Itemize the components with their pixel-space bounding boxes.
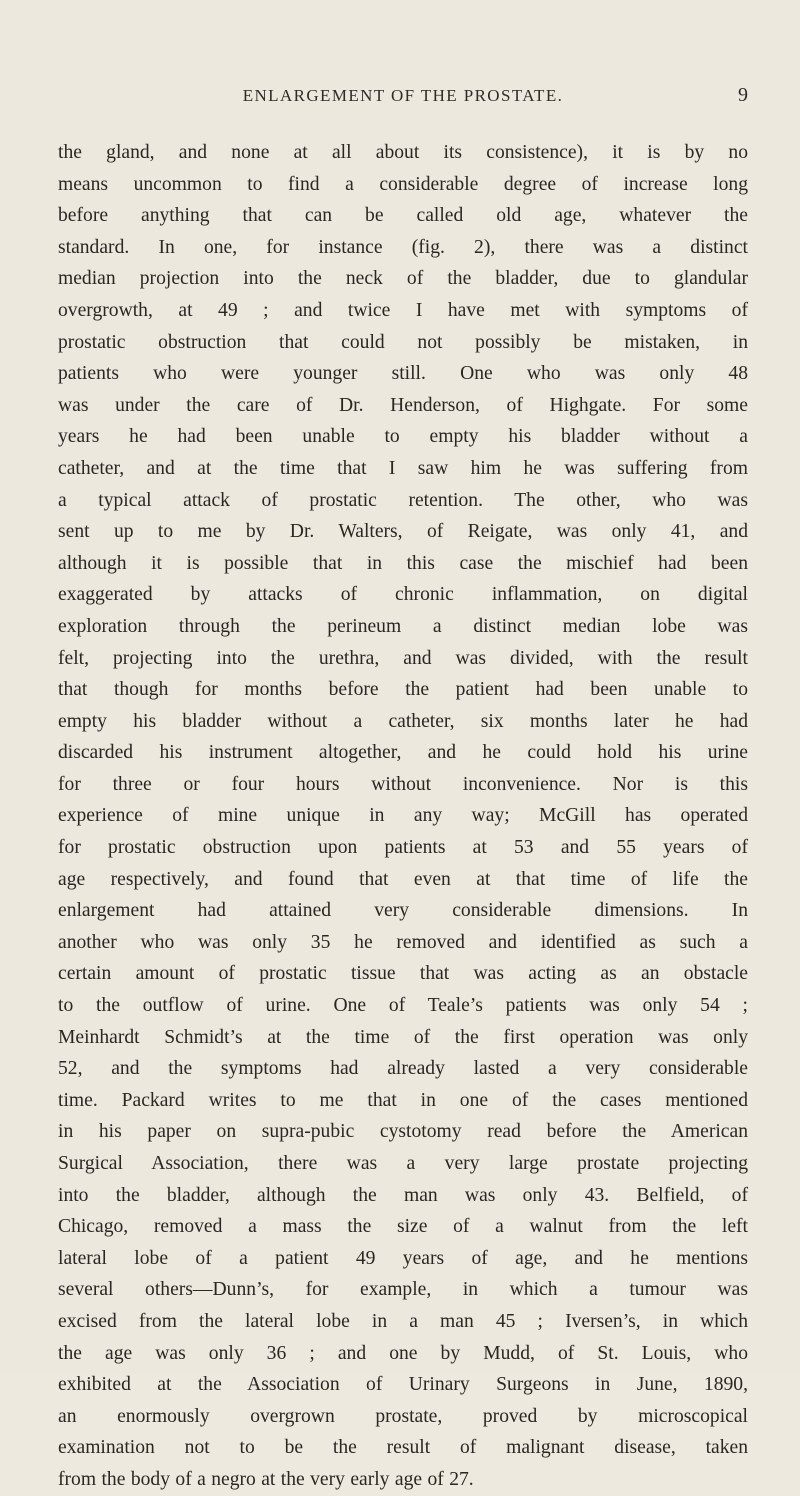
text-line: into the bladder, although the man was only 43. Belfield, of: [58, 1184, 748, 1206]
text-line: the gland, and none at all about its consistence), it is by no: [58, 142, 748, 163]
text-line: was under the care of Dr. Henderson, of Highgate. For some: [58, 394, 748, 416]
page-header: [58, 86, 748, 116]
text-line: age respectively, and found that even at that time of life the: [58, 868, 748, 890]
text-line: sent up to me by Dr. Walters, of Reigate, was only 41, and: [58, 521, 748, 543]
running-head: ENLARGEMENT OF THE PROSTATE.: [242, 86, 564, 105]
text-line: median projection into the neck of the bladder, due to glandular: [58, 268, 748, 290]
text-line: standard. In one, for instance (fig. 2), there was a distinct: [58, 236, 748, 258]
text-line: before anything that can be called old age, whatever the: [58, 205, 748, 227]
page-number: 9: [738, 84, 748, 106]
text-line: from the body of a negro at the very early age of 27.: [58, 1468, 474, 1490]
text-line: Surgical Association, there was a very large prostate projecting: [58, 1153, 748, 1174]
text-line: the age was only 36 ; and one by Mudd, of St. Louis, who: [58, 1342, 748, 1364]
text-line: an enormously overgrown prostate, proved by microscopical: [58, 1405, 748, 1427]
text-line: catheter, and at the time that I saw him he was suffering from: [58, 457, 748, 479]
text-line: prostatic obstruction that could not possibly be mistaken, in: [58, 331, 748, 353]
text-line: Chicago, removed a mass the size of a walnut from the left: [58, 1216, 748, 1238]
text-line: exaggerated by attacks of chronic inflammation, on digital: [58, 584, 748, 606]
text-line: enlargement had attained very considerable dimensions. In: [58, 900, 748, 922]
text-line: time. Packard writes to me that in one of the cases mentioned: [58, 1089, 748, 1111]
text-line: empty his bladder without a catheter, six months later he had: [58, 710, 748, 732]
text-line: felt, projecting into the urethra, and was divided, with the result: [58, 647, 748, 669]
text-line: that though for months before the patient had been unable to: [58, 679, 748, 701]
text-line: 52, and the symptoms had already lasted a very considerable: [58, 1058, 748, 1080]
text-line: patients who were younger still. One who was only 48: [58, 363, 748, 385]
text-line: certain amount of prostatic tissue that was acting as an obstacle: [58, 963, 748, 985]
text-line: a typical attack of prostatic retention. The other, who was: [58, 489, 748, 511]
text-line: lateral lobe of a patient 49 years of age, and he mentions: [58, 1247, 748, 1269]
text-line: to the outflow of urine. One of Teale’s patients was only 54 ;: [58, 995, 748, 1017]
text-line: discarded his instrument altogether, and he could hold his urine: [58, 742, 748, 764]
text-line: Meinhardt Schmidt’s at the time of the first operation was only: [58, 1026, 748, 1048]
body-paragraph: [58, 137, 748, 1496]
text-line: experience of mine unique in any way; McGill has operated: [58, 805, 748, 827]
text-line: for prostatic obstruction upon patients at 53 and 55 years of: [58, 837, 748, 859]
text-line: overgrowth, at 49 ; and twice I have met with symptoms of: [58, 299, 748, 321]
text-line: exploration through the perineum a distinct median lobe was: [58, 615, 748, 637]
text-line: another who was only 35 he removed and identified as such a: [58, 931, 748, 953]
text-line: years he had been unable to empty his bladder without a: [58, 426, 748, 448]
text-line: although it is possible that in this case the mischief had been: [58, 552, 748, 574]
text-line: for three or four hours without inconvenience. Nor is this: [58, 773, 748, 795]
text-line: examination not to be the result of malignant disease, taken: [58, 1437, 748, 1459]
text-line: means uncommon to find a considerable degree of increase long: [58, 173, 748, 195]
text-line: exhibited at the Association of Urinary Surgeons in June, 1890,: [58, 1374, 748, 1396]
text-line: excised from the lateral lobe in a man 45 ; Iversen’s, in which: [58, 1310, 748, 1332]
text-line: in his paper on supra-pubic cystotomy read before the American: [58, 1121, 748, 1143]
text-line: several others—Dunn’s, for example, in which a tumour was: [58, 1279, 748, 1301]
